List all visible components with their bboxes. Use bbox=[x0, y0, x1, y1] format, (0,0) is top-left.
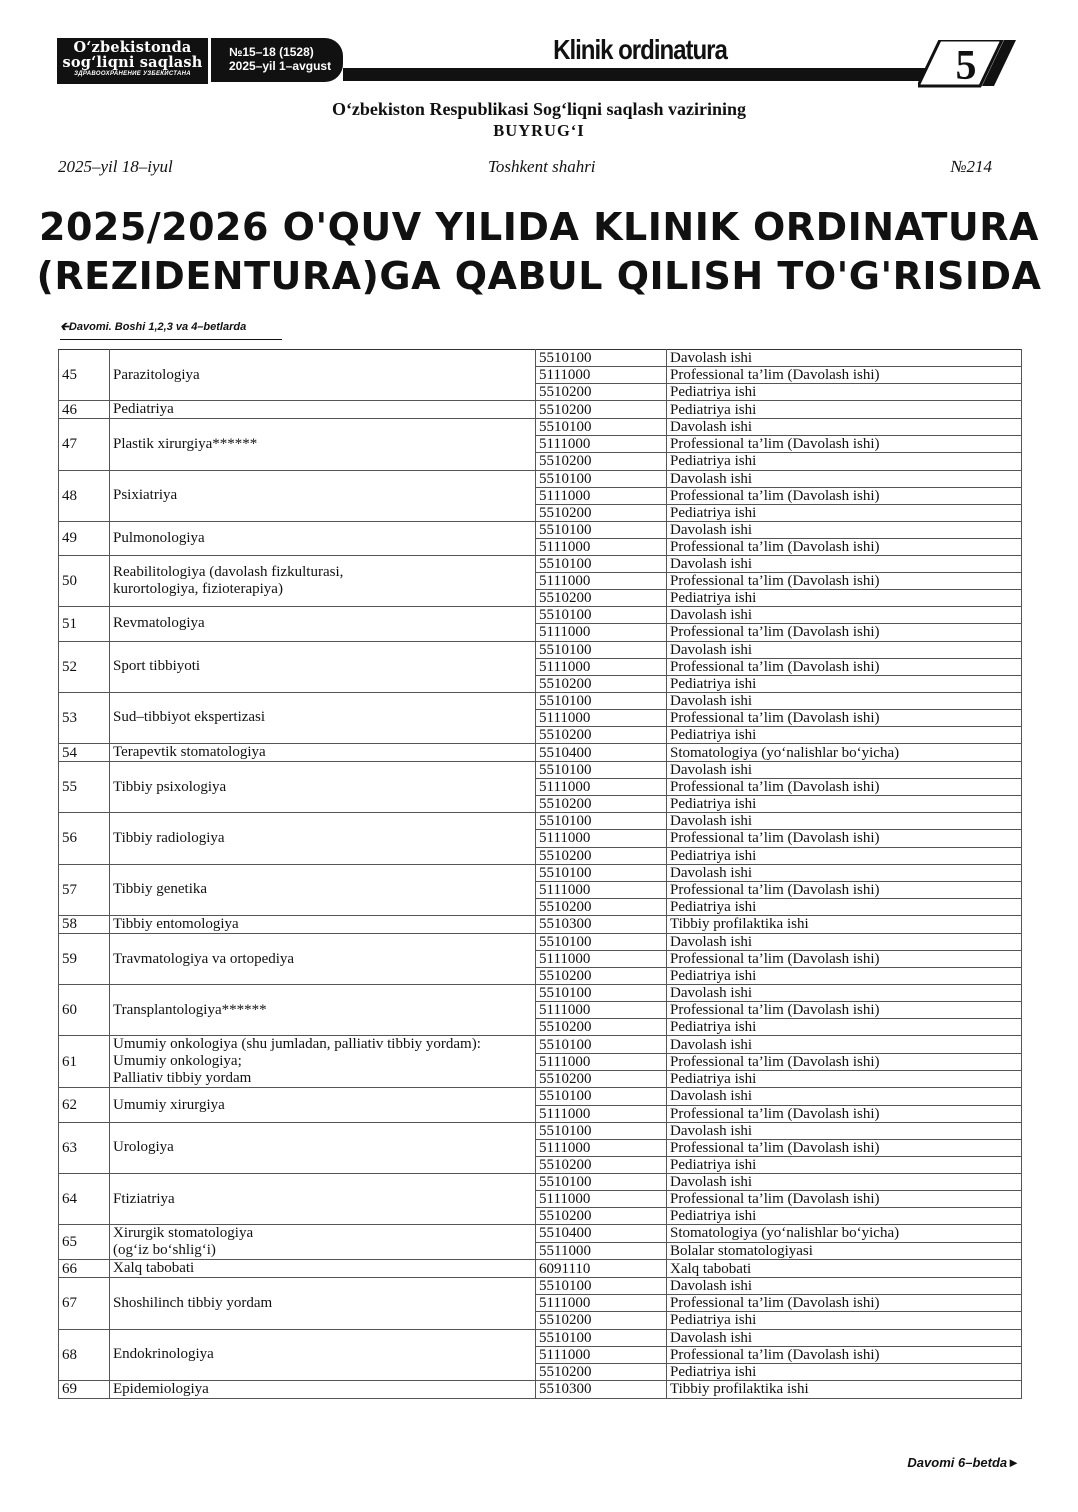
row-number: 46 bbox=[59, 401, 110, 419]
specialty-name bbox=[110, 1225, 536, 1260]
specialty-name bbox=[110, 607, 536, 641]
program-code: 5510100 bbox=[536, 864, 667, 881]
program-direction: Davolash ishi bbox=[667, 350, 1022, 367]
row-number: 68 bbox=[59, 1329, 110, 1380]
specialty-name bbox=[110, 744, 536, 762]
row-number: 65 bbox=[59, 1225, 110, 1260]
continued-from-text: Davomi. Boshi 1,2,3 va 4–betlarda bbox=[68, 321, 247, 333]
program-direction: Professional ta’lim (Davolash ishi) bbox=[667, 367, 1022, 384]
program-code: 5511000 bbox=[536, 1242, 667, 1260]
table-row bbox=[59, 692, 1022, 709]
program-direction: Professional ta’lim (Davolash ishi) bbox=[667, 538, 1022, 555]
program-direction: Professional ta’lim (Davolash ishi) bbox=[667, 951, 1022, 968]
order-city: Toshkent shahri bbox=[488, 157, 596, 176]
program-code: 5510100 bbox=[536, 1329, 667, 1346]
specialty-name bbox=[110, 985, 536, 1036]
row-number: 69 bbox=[59, 1380, 110, 1398]
specialty-line: Parazitologiya bbox=[113, 366, 200, 383]
program-code: 5510100 bbox=[536, 521, 667, 538]
program-code: 5111000 bbox=[536, 1346, 667, 1363]
issue-info bbox=[211, 38, 343, 82]
table-row bbox=[59, 1260, 1022, 1278]
program-code: 5111000 bbox=[536, 951, 667, 968]
table-row bbox=[59, 813, 1022, 830]
order-date: 2025–yil 18–iyul bbox=[58, 157, 173, 176]
program-code: 5111000 bbox=[536, 624, 667, 641]
row-number: 62 bbox=[59, 1088, 110, 1122]
program-code: 5510100 bbox=[536, 692, 667, 709]
table-row bbox=[59, 915, 1022, 933]
program-direction: Professional ta’lim (Davolash ishi) bbox=[667, 1002, 1022, 1019]
specialty-name bbox=[110, 864, 536, 915]
program-direction: Bolalar stomatologiyasi bbox=[667, 1242, 1022, 1260]
specialty-name bbox=[110, 915, 536, 933]
program-code: 5510200 bbox=[536, 968, 667, 985]
row-number: 60 bbox=[59, 985, 110, 1036]
program-code: 5510100 bbox=[536, 607, 667, 624]
table-row bbox=[59, 1380, 1022, 1398]
program-code: 5111000 bbox=[536, 709, 667, 726]
specialty-name bbox=[110, 641, 536, 692]
specialty-line: Terapevtik stomatologiya bbox=[113, 744, 266, 761]
row-number: 52 bbox=[59, 641, 110, 692]
program-direction: Pediatriya ishi bbox=[667, 590, 1022, 607]
specialty-line: Reabilitologiya (davolash fizkulturasi, bbox=[113, 564, 344, 581]
arrow-right-icon: ► bbox=[1007, 1455, 1020, 1470]
program-direction: Davolash ishi bbox=[667, 521, 1022, 538]
specialty-name bbox=[110, 1173, 536, 1224]
specialty-line: Umumiy onkologiya (shu jumladan, palliativ tibbiy yordam): bbox=[113, 1036, 481, 1053]
program-direction: Pediatriya ishi bbox=[667, 898, 1022, 915]
table-row bbox=[59, 470, 1022, 487]
specialty-line: Tibbiy entomologiya bbox=[113, 915, 239, 932]
row-number: 63 bbox=[59, 1122, 110, 1173]
specialty-line: Xirurgik stomatologiya bbox=[113, 1225, 254, 1242]
program-code: 6091110 bbox=[536, 1260, 667, 1278]
table-row bbox=[59, 864, 1022, 881]
title-line-1: 2025/2026 O'QUV YILIDA KLINIK ORDINATURA bbox=[39, 205, 1039, 249]
program-code: 5111000 bbox=[536, 1139, 667, 1156]
program-code: 5510100 bbox=[536, 985, 667, 1002]
program-code: 5111000 bbox=[536, 573, 667, 590]
program-code: 5510100 bbox=[536, 556, 667, 573]
specialty-line: Sport tibbiyoti bbox=[113, 658, 201, 675]
program-direction: Davolash ishi bbox=[667, 1088, 1022, 1105]
program-code: 5510300 bbox=[536, 915, 667, 933]
arrow-left-icon: 🡰 bbox=[60, 321, 69, 333]
program-code: 5510400 bbox=[536, 1225, 667, 1243]
continued-from-note bbox=[60, 318, 282, 340]
continued-to-text: Davomi 6–betda bbox=[907, 1455, 1008, 1470]
specialty-name bbox=[110, 813, 536, 864]
specialty-line: (og‘iz bo‘shlig‘i) bbox=[113, 1242, 216, 1259]
row-number: 51 bbox=[59, 607, 110, 641]
specialty-line: Plastik xirurgiya****** bbox=[113, 435, 258, 452]
program-direction: Davolash ishi bbox=[667, 692, 1022, 709]
program-direction: Pediatriya ishi bbox=[667, 847, 1022, 864]
table-row bbox=[59, 1225, 1022, 1243]
row-number: 59 bbox=[59, 933, 110, 984]
program-direction: Davolash ishi bbox=[667, 933, 1022, 950]
specialty-line: Transplantologiya****** bbox=[113, 1001, 267, 1018]
program-code: 5111000 bbox=[536, 1105, 667, 1122]
program-direction: Davolash ishi bbox=[667, 419, 1022, 436]
program-direction: Professional ta’lim (Davolash ishi) bbox=[667, 709, 1022, 726]
program-direction: Professional ta’lim (Davolash ishi) bbox=[667, 624, 1022, 641]
program-direction: Pediatriya ishi bbox=[667, 675, 1022, 692]
specialty-line: Ftiziatriya bbox=[113, 1190, 175, 1207]
newspaper-logo bbox=[57, 38, 208, 84]
program-code: 5510200 bbox=[536, 1019, 667, 1036]
program-code: 5111000 bbox=[536, 1002, 667, 1019]
program-direction: Davolash ishi bbox=[667, 641, 1022, 658]
program-code: 5510200 bbox=[536, 1312, 667, 1329]
specialty-name bbox=[110, 556, 536, 607]
specialty-line: Tibbiy psixologiya bbox=[113, 778, 227, 795]
program-direction: Stomatologiya (yo‘nalishlar bo‘yicha) bbox=[667, 744, 1022, 762]
program-code: 5510200 bbox=[536, 796, 667, 813]
table-row bbox=[59, 350, 1022, 367]
specialty-name bbox=[110, 1278, 536, 1329]
specialty-name bbox=[110, 521, 536, 555]
program-direction: Professional ta’lim (Davolash ishi) bbox=[667, 779, 1022, 796]
table-row bbox=[59, 556, 1022, 573]
specialty-line: Urologiya bbox=[113, 1139, 174, 1156]
program-code: 5111000 bbox=[536, 1191, 667, 1208]
program-direction: Tibbiy profilaktika ishi bbox=[667, 1380, 1022, 1398]
specialty-line: Umumiy xirurgiya bbox=[113, 1096, 225, 1113]
program-direction: Pediatriya ishi bbox=[667, 1363, 1022, 1380]
specialty-name bbox=[110, 1260, 536, 1278]
program-direction: Davolash ishi bbox=[667, 470, 1022, 487]
table-row bbox=[59, 1088, 1022, 1105]
program-direction: Davolash ishi bbox=[667, 762, 1022, 779]
program-code: 5111000 bbox=[536, 1295, 667, 1312]
table-row bbox=[59, 1329, 1022, 1346]
specialty-line: Pulmonologiya bbox=[113, 529, 205, 546]
specialty-name bbox=[110, 1380, 536, 1398]
specialty-name bbox=[110, 401, 536, 419]
program-code: 5510100 bbox=[536, 1278, 667, 1295]
program-code: 5111000 bbox=[536, 367, 667, 384]
specialty-line: Psixiatriya bbox=[113, 487, 178, 504]
row-number: 61 bbox=[59, 1036, 110, 1088]
program-direction: Pediatriya ishi bbox=[667, 968, 1022, 985]
program-code: 5111000 bbox=[536, 436, 667, 453]
program-code: 5510100 bbox=[536, 1173, 667, 1190]
row-number: 54 bbox=[59, 744, 110, 762]
program-direction: Professional ta’lim (Davolash ishi) bbox=[667, 658, 1022, 675]
specialty-line: Tibbiy genetika bbox=[113, 881, 208, 898]
program-direction: Davolash ishi bbox=[667, 1278, 1022, 1295]
program-code: 5510100 bbox=[536, 641, 667, 658]
program-code: 5111000 bbox=[536, 658, 667, 675]
specialty-line: Epidemiologiya bbox=[113, 1380, 209, 1397]
specialties-table bbox=[58, 349, 1022, 1399]
specialty-line: Umumiy onkologiya; bbox=[113, 1053, 242, 1070]
program-code: 5510100 bbox=[536, 1088, 667, 1105]
program-code: 5111000 bbox=[536, 830, 667, 847]
row-number: 66 bbox=[59, 1260, 110, 1278]
row-number: 55 bbox=[59, 762, 110, 813]
row-number: 64 bbox=[59, 1173, 110, 1224]
logo-line-2: sog‘liqni saqlash bbox=[62, 54, 203, 71]
specialty-name bbox=[110, 762, 536, 813]
program-direction: Tibbiy profilaktika ishi bbox=[667, 915, 1022, 933]
program-code: 5510200 bbox=[536, 590, 667, 607]
program-direction: Professional ta’lim (Davolash ishi) bbox=[667, 1053, 1022, 1070]
table-row bbox=[59, 419, 1022, 436]
issue-date: 2025–yil 1–avgust bbox=[229, 59, 332, 73]
row-number: 50 bbox=[59, 556, 110, 607]
program-direction: Pediatriya ishi bbox=[667, 726, 1022, 743]
program-code: 5510100 bbox=[536, 350, 667, 367]
program-direction: Pediatriya ishi bbox=[667, 1156, 1022, 1173]
program-direction: Professional ta’lim (Davolash ishi) bbox=[667, 1105, 1022, 1122]
order-number: №214 bbox=[950, 157, 992, 176]
program-code: 5510200 bbox=[536, 1156, 667, 1173]
specialty-name bbox=[110, 933, 536, 984]
program-direction: Pediatriya ishi bbox=[667, 384, 1022, 401]
program-code: 5510200 bbox=[536, 726, 667, 743]
program-code: 5510100 bbox=[536, 470, 667, 487]
continued-to-note bbox=[907, 1455, 1020, 1470]
specialty-name bbox=[110, 1329, 536, 1380]
table-row bbox=[59, 933, 1022, 950]
program-direction: Professional ta’lim (Davolash ishi) bbox=[667, 1346, 1022, 1363]
header-rule bbox=[343, 68, 930, 81]
program-direction: Davolash ishi bbox=[667, 813, 1022, 830]
program-code: 5111000 bbox=[536, 1053, 667, 1070]
program-code: 5510200 bbox=[536, 847, 667, 864]
program-direction: Pediatriya ishi bbox=[667, 796, 1022, 813]
program-code: 5510100 bbox=[536, 1122, 667, 1139]
program-direction: Davolash ishi bbox=[667, 864, 1022, 881]
program-code: 5510200 bbox=[536, 504, 667, 521]
program-code: 5510200 bbox=[536, 401, 667, 419]
program-code: 5111000 bbox=[536, 881, 667, 898]
specialty-line: Revmatologiya bbox=[113, 615, 205, 632]
table-row bbox=[59, 1173, 1022, 1190]
program-direction: Pediatriya ishi bbox=[667, 1208, 1022, 1225]
table-row bbox=[59, 1036, 1022, 1053]
program-direction: Davolash ishi bbox=[667, 985, 1022, 1002]
table-row bbox=[59, 607, 1022, 624]
program-direction: Pediatriya ishi bbox=[667, 504, 1022, 521]
program-direction: Pediatriya ishi bbox=[667, 401, 1022, 419]
table-row bbox=[59, 401, 1022, 419]
document-title bbox=[0, 203, 1078, 301]
program-direction: Davolash ishi bbox=[667, 1122, 1022, 1139]
program-direction: Professional ta’lim (Davolash ishi) bbox=[667, 1139, 1022, 1156]
table-row bbox=[59, 641, 1022, 658]
program-code: 5510200 bbox=[536, 1363, 667, 1380]
specialty-line: Tibbiy radiologiya bbox=[113, 829, 225, 846]
row-number: 58 bbox=[59, 915, 110, 933]
program-code: 5510100 bbox=[536, 762, 667, 779]
program-direction: Pediatriya ishi bbox=[667, 1071, 1022, 1088]
table-row bbox=[59, 985, 1022, 1002]
table-row bbox=[59, 1278, 1022, 1295]
row-number: 49 bbox=[59, 521, 110, 555]
table-row bbox=[59, 1122, 1022, 1139]
program-direction: Xalq tabobati bbox=[667, 1260, 1022, 1278]
row-number: 53 bbox=[59, 692, 110, 743]
specialty-name bbox=[110, 419, 536, 470]
program-code: 5510400 bbox=[536, 744, 667, 762]
program-code: 5510200 bbox=[536, 1071, 667, 1088]
program-code: 5510300 bbox=[536, 1380, 667, 1398]
program-direction: Professional ta’lim (Davolash ishi) bbox=[667, 436, 1022, 453]
program-direction: Professional ta’lim (Davolash ishi) bbox=[667, 487, 1022, 504]
program-direction: Professional ta’lim (Davolash ishi) bbox=[667, 881, 1022, 898]
row-number: 57 bbox=[59, 864, 110, 915]
order-label: BUYRUG‘I bbox=[493, 121, 585, 140]
program-direction: Pediatriya ishi bbox=[667, 1019, 1022, 1036]
logo-line-3: ЗДРАВООХРАНЕНИЕ УЗБЕКИСТАНА bbox=[74, 71, 191, 77]
specialty-name bbox=[110, 1036, 536, 1088]
specialty-name bbox=[110, 1088, 536, 1122]
specialty-line: Xalq tabobati bbox=[113, 1260, 195, 1277]
program-code: 5111000 bbox=[536, 538, 667, 555]
program-code: 5510100 bbox=[536, 813, 667, 830]
specialty-line: Pediatriya bbox=[113, 401, 174, 418]
program-direction: Professional ta’lim (Davolash ishi) bbox=[667, 830, 1022, 847]
table-row bbox=[59, 521, 1022, 538]
program-direction: Davolash ishi bbox=[667, 1329, 1022, 1346]
program-code: 5510200 bbox=[536, 1208, 667, 1225]
program-code: 5510200 bbox=[536, 453, 667, 470]
program-code: 5510100 bbox=[536, 1036, 667, 1053]
program-code: 5111000 bbox=[536, 487, 667, 504]
row-number: 56 bbox=[59, 813, 110, 864]
specialty-name bbox=[110, 470, 536, 521]
page-number: 5 bbox=[955, 43, 977, 89]
program-direction: Pediatriya ishi bbox=[667, 1312, 1022, 1329]
ministry-line: O‘zbekiston Respublikasi Sog‘liqni saqlash vazirining bbox=[331, 99, 747, 119]
specialty-line: Shoshilinch tibbiy yordam bbox=[113, 1294, 273, 1311]
specialty-name bbox=[110, 350, 536, 401]
row-number: 47 bbox=[59, 419, 110, 470]
title-line-2: (REZIDENTURA)GA QABUL QILISH TO'G'RISIDA bbox=[36, 254, 1042, 298]
row-number: 45 bbox=[59, 350, 110, 401]
program-direction: Davolash ishi bbox=[667, 556, 1022, 573]
table-row bbox=[59, 744, 1022, 762]
program-code: 5111000 bbox=[536, 779, 667, 796]
issue-number: №15–18 (1528) bbox=[229, 45, 314, 59]
program-direction: Professional ta’lim (Davolash ishi) bbox=[667, 573, 1022, 590]
specialty-line: Endokrinologiya bbox=[113, 1346, 214, 1363]
specialty-name bbox=[110, 1122, 536, 1173]
program-direction: Davolash ishi bbox=[667, 1173, 1022, 1190]
specialty-line: Travmatologiya va ortopediya bbox=[113, 950, 295, 967]
section-title: Klinik ordinatura bbox=[553, 34, 727, 65]
program-code: 5510100 bbox=[536, 933, 667, 950]
program-direction: Pediatriya ishi bbox=[667, 453, 1022, 470]
program-direction: Stomatologiya (yo‘nalishlar bo‘yicha) bbox=[667, 1225, 1022, 1243]
program-direction: Professional ta’lim (Davolash ishi) bbox=[667, 1295, 1022, 1312]
specialty-line: Sud–tibbiyot ekspertizasi bbox=[113, 709, 266, 726]
program-code: 5510100 bbox=[536, 419, 667, 436]
program-direction: Davolash ishi bbox=[667, 607, 1022, 624]
program-direction: Davolash ishi bbox=[667, 1036, 1022, 1053]
row-number: 67 bbox=[59, 1278, 110, 1329]
program-code: 5510200 bbox=[536, 898, 667, 915]
specialty-name bbox=[110, 692, 536, 743]
table-row bbox=[59, 762, 1022, 779]
specialty-line: kurortologiya, fizioterapiya) bbox=[113, 581, 283, 598]
row-number: 48 bbox=[59, 470, 110, 521]
program-code: 5510200 bbox=[536, 675, 667, 692]
program-code: 5510200 bbox=[536, 384, 667, 401]
specialty-line: Palliativ tibbiy yordam bbox=[113, 1070, 252, 1087]
logo-line-1: O‘zbekistonda bbox=[73, 39, 192, 56]
program-direction: Professional ta’lim (Davolash ishi) bbox=[667, 1191, 1022, 1208]
